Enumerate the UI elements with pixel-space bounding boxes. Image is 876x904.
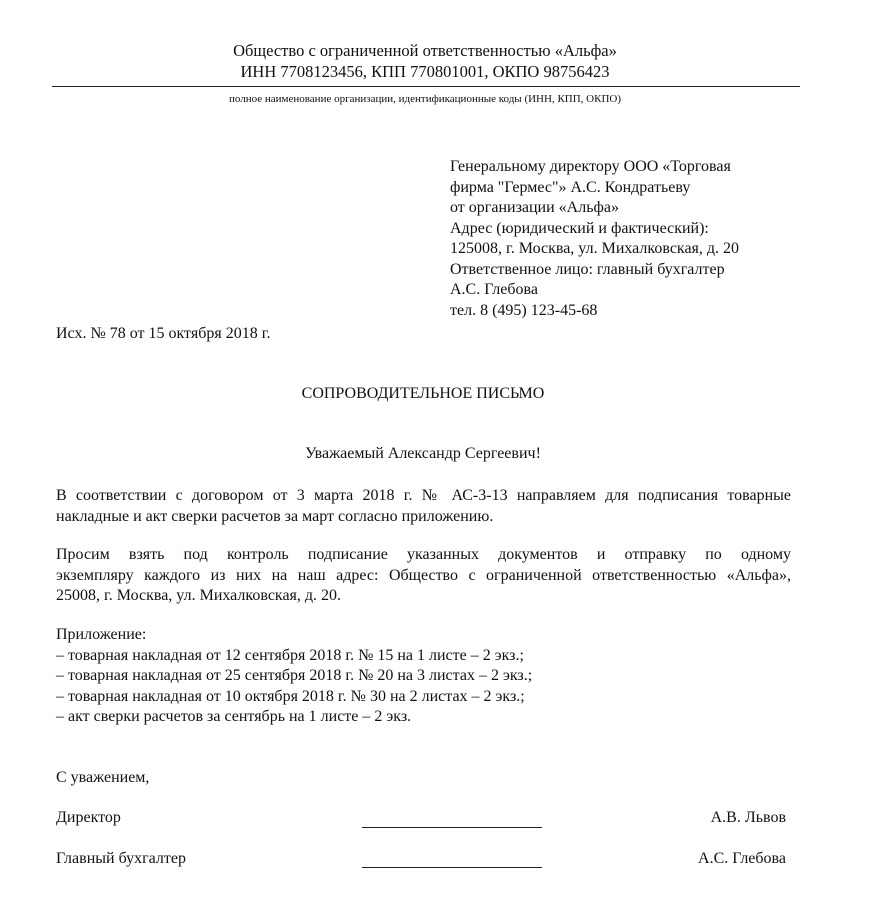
- body-paragraph-1: [56, 486, 791, 527]
- attachments-list: [56, 625, 532, 728]
- attachments-heading: Приложение:: [56, 626, 147, 643]
- recipient-block: [450, 157, 739, 321]
- recipient-line: от организации «Альфа»: [450, 199, 619, 216]
- header-divider: [52, 86, 800, 87]
- signature-name-director: А.В. Львов: [710, 809, 786, 826]
- recipient-line: А.С. Глебова: [450, 281, 538, 298]
- attachment-item: – товарная накладная от 12 сентября 2018 г. № 15 на 1 листе – 2 экз.;: [56, 646, 524, 664]
- attachment-item: – товарная накладная от 25 сентября 2018 г. № 20 на 3 листах – 2 экз.;: [56, 667, 533, 684]
- outgoing-reference: Исх. № 78 от 15 октября 2018 г.: [56, 325, 271, 342]
- document-title: СОПРОВОДИТЕЛЬНОЕ ПИСЬМО: [301, 385, 545, 402]
- signature-name-accountant: А.С. Глебова: [698, 850, 786, 867]
- signature-line-accountant: [362, 867, 542, 868]
- paragraph-line: В соответствии с договором от 3 марта 2018 г. № АС-3-13 направляем для подписания товарные: [56, 487, 791, 504]
- org-codes: ИНН 7708123456, КПП 770801001, ОКПО 98756423: [240, 62, 610, 81]
- recipient-line: 125008, г. Москва, ул. Михалковская, д. 20: [450, 240, 740, 257]
- attachment-item: – товарная накладная от 10 октября 2018 г. № 30 на 2 листах – 2 экз.;: [56, 687, 525, 705]
- header-caption: полное наименование организации, идентификационные коды (ИНН, КПП, ОКПО): [228, 93, 621, 105]
- signature-line-director: [362, 827, 542, 828]
- paragraph-line: 25008, г. Москва, ул. Михалковская, д. 20.: [56, 587, 342, 604]
- paragraph-line: экземпляру каждого из них на наш адрес: Общество с ограниченной ответственностью «Альфа»,: [56, 566, 791, 584]
- signature-position-director: Директор: [56, 809, 121, 826]
- recipient-line: тел. 8 (495) 123-45-68: [450, 301, 598, 319]
- recipient-line: фирма "Гермес"» А.С. Кондратьеву: [450, 178, 691, 196]
- recipient-line: Адрес (юридический и фактический):: [450, 219, 709, 237]
- signature-position-accountant: Главный бухгалтер: [56, 850, 186, 867]
- body-paragraph-2: [56, 545, 791, 607]
- closing-phrase: С уважением,: [56, 769, 150, 786]
- recipient-line: Ответственное лицо: главный бухгалтер: [450, 260, 725, 278]
- salutation: Уважаемый Александр Сергеевич!: [305, 445, 541, 462]
- paragraph-line: накладные и акт сверки расчетов за март согласно приложению.: [56, 507, 494, 525]
- recipient-line: Генеральному директору ООО «Торговая: [450, 158, 731, 175]
- attachment-item: – акт сверки расчетов за сентябрь на 1 листе – 2 экз.: [56, 708, 412, 725]
- org-name: Общество с ограниченной ответственностью «Альфа»: [233, 41, 617, 60]
- paragraph-line: Просим взять под контроль подписание указанных документов и отправку по одному: [56, 546, 791, 563]
